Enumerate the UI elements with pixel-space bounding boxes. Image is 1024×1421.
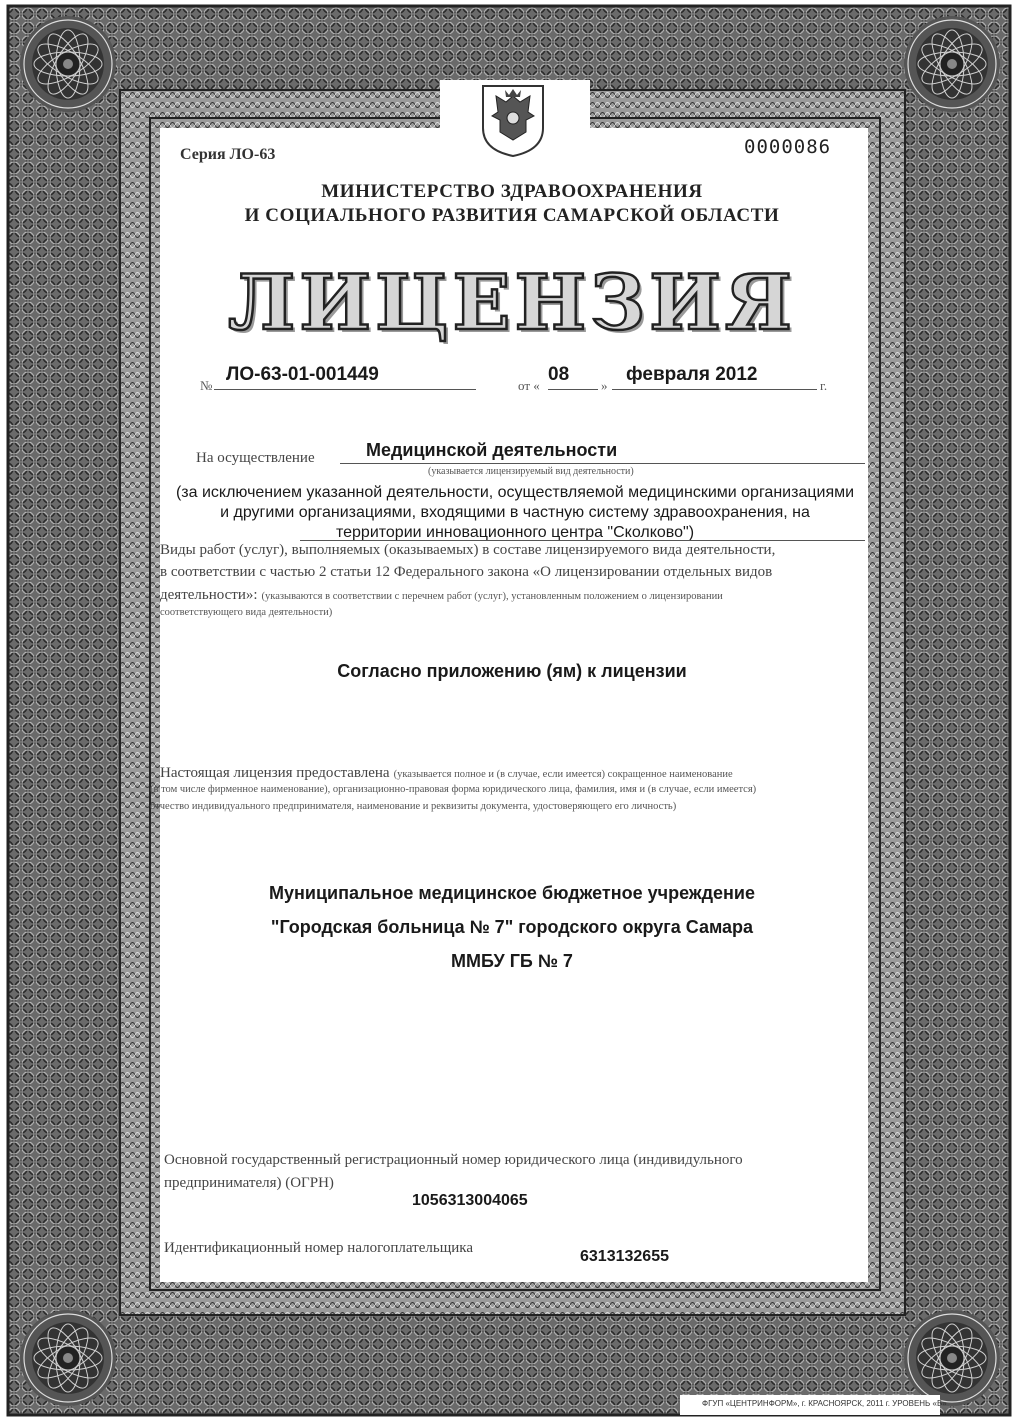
- printer-imprint: ФГУП «ЦЕНТРИНФОРМ», г. КРАСНОЯРСК, 2011 г. УРОВЕНЬ «Б»: [702, 1399, 947, 1408]
- works-line-3: [160, 586, 723, 604]
- day-underline: [548, 389, 598, 390]
- year-suffix: г.: [820, 378, 828, 393]
- holder-name-line-2: "Городская больница № 7" городского округа Самара: [270, 917, 754, 937]
- exclusion-line-2: и другими организациями, входящими в частную систему здравоохранения, на: [220, 504, 810, 521]
- holder-name-line-3: ММБУ ГБ № 7: [451, 951, 573, 971]
- inn-label: Идентификационный номер налогоплательщика: [164, 1240, 474, 1256]
- activity-exclusion: [140, 483, 890, 543]
- license-number: ЛО-63-01-001449: [226, 364, 379, 385]
- holder-name-line-1: Муниципальное медицинское бюджетное учреждение: [269, 883, 755, 903]
- holder-name: [0, 876, 1024, 978]
- works-line-3-hint: (указываются в соответствии с перечнем работ (услуг), установленным положением о лицензировании: [261, 591, 723, 602]
- number-prefix: №: [200, 378, 213, 393]
- works-line-3-main: деятельности»:: [160, 587, 258, 603]
- coat-of-arms-emblem: [478, 82, 548, 158]
- holder-line-1: [160, 764, 733, 782]
- activity-label: На осуществление: [196, 450, 315, 466]
- works-line-4-hint: соответствующего вида деятельности): [160, 607, 333, 618]
- activity-hint: (указывается лицензируемый вид деятельности): [428, 466, 634, 477]
- holder-line-1-main: Настоящая лицензия предоставлена: [160, 765, 390, 781]
- ministry-title: [0, 180, 1024, 228]
- form-number: 0000086: [744, 136, 832, 158]
- exclusion-underline: [300, 540, 865, 541]
- inn-value: 6313132655: [580, 1248, 669, 1265]
- ogrn-line-1: Основной государственный регистрационный номер юридического лица (индивидульного: [164, 1152, 743, 1168]
- works-line-2: в соответствии с частью 2 статьи 12 Федерального закона «О лицензировании отдельных видов: [160, 564, 773, 580]
- date-mid: »: [601, 378, 608, 393]
- ministry-line-2: И СОЦИАЛЬНОГО РАЗВИТИЯ САМАРСКОЙ ОБЛАСТИ: [244, 205, 780, 226]
- activity-value: Медицинской деятельности: [366, 440, 618, 460]
- date-prefix: от «: [518, 378, 540, 393]
- license-day: 08: [548, 364, 570, 385]
- month-underline: [612, 389, 817, 390]
- holder-line-2-hint: (в том числе фирменное наименование), организационно-правовая форма юридического лица, фамилия, имя и (в случае, если имеется): [150, 784, 757, 795]
- holder-line-3-hint: отчество индивидуального предпринимателя, наименование и реквизиты документа, удостоверяющего его личность): [150, 801, 677, 812]
- works-value: Согласно приложению (ям) к лицензии: [337, 661, 687, 681]
- series-label: Серия ЛО-63: [180, 146, 276, 163]
- ministry-line-1: МИНИСТЕРСТВО ЗДРАВООХРАНЕНИЯ: [321, 181, 703, 202]
- ogrn-value: 1056313004065: [412, 1192, 528, 1209]
- activity-underline: [340, 463, 865, 464]
- exclusion-line-3: территории инновационного центра "Сколково"): [335, 524, 695, 541]
- exclusion-line-1: (за исключением указанной деятельности, осуществляемой медицинскими организациями: [175, 484, 855, 501]
- works-line-1: Виды работ (услуг), выполняемых (оказываемых) в составе лицензируемого вида деятельности,: [160, 542, 776, 558]
- number-underline: [214, 389, 476, 390]
- license-month-year: февраля 2012: [626, 364, 758, 385]
- document-title: ЛИЦЕНЗИЯ: [228, 258, 796, 347]
- holder-line-1-hint: (указывается полное и (в случае, если имеется) сокращенное наименование: [393, 769, 733, 780]
- ogrn-line-2: предпринимателя) (ОГРН): [164, 1175, 334, 1191]
